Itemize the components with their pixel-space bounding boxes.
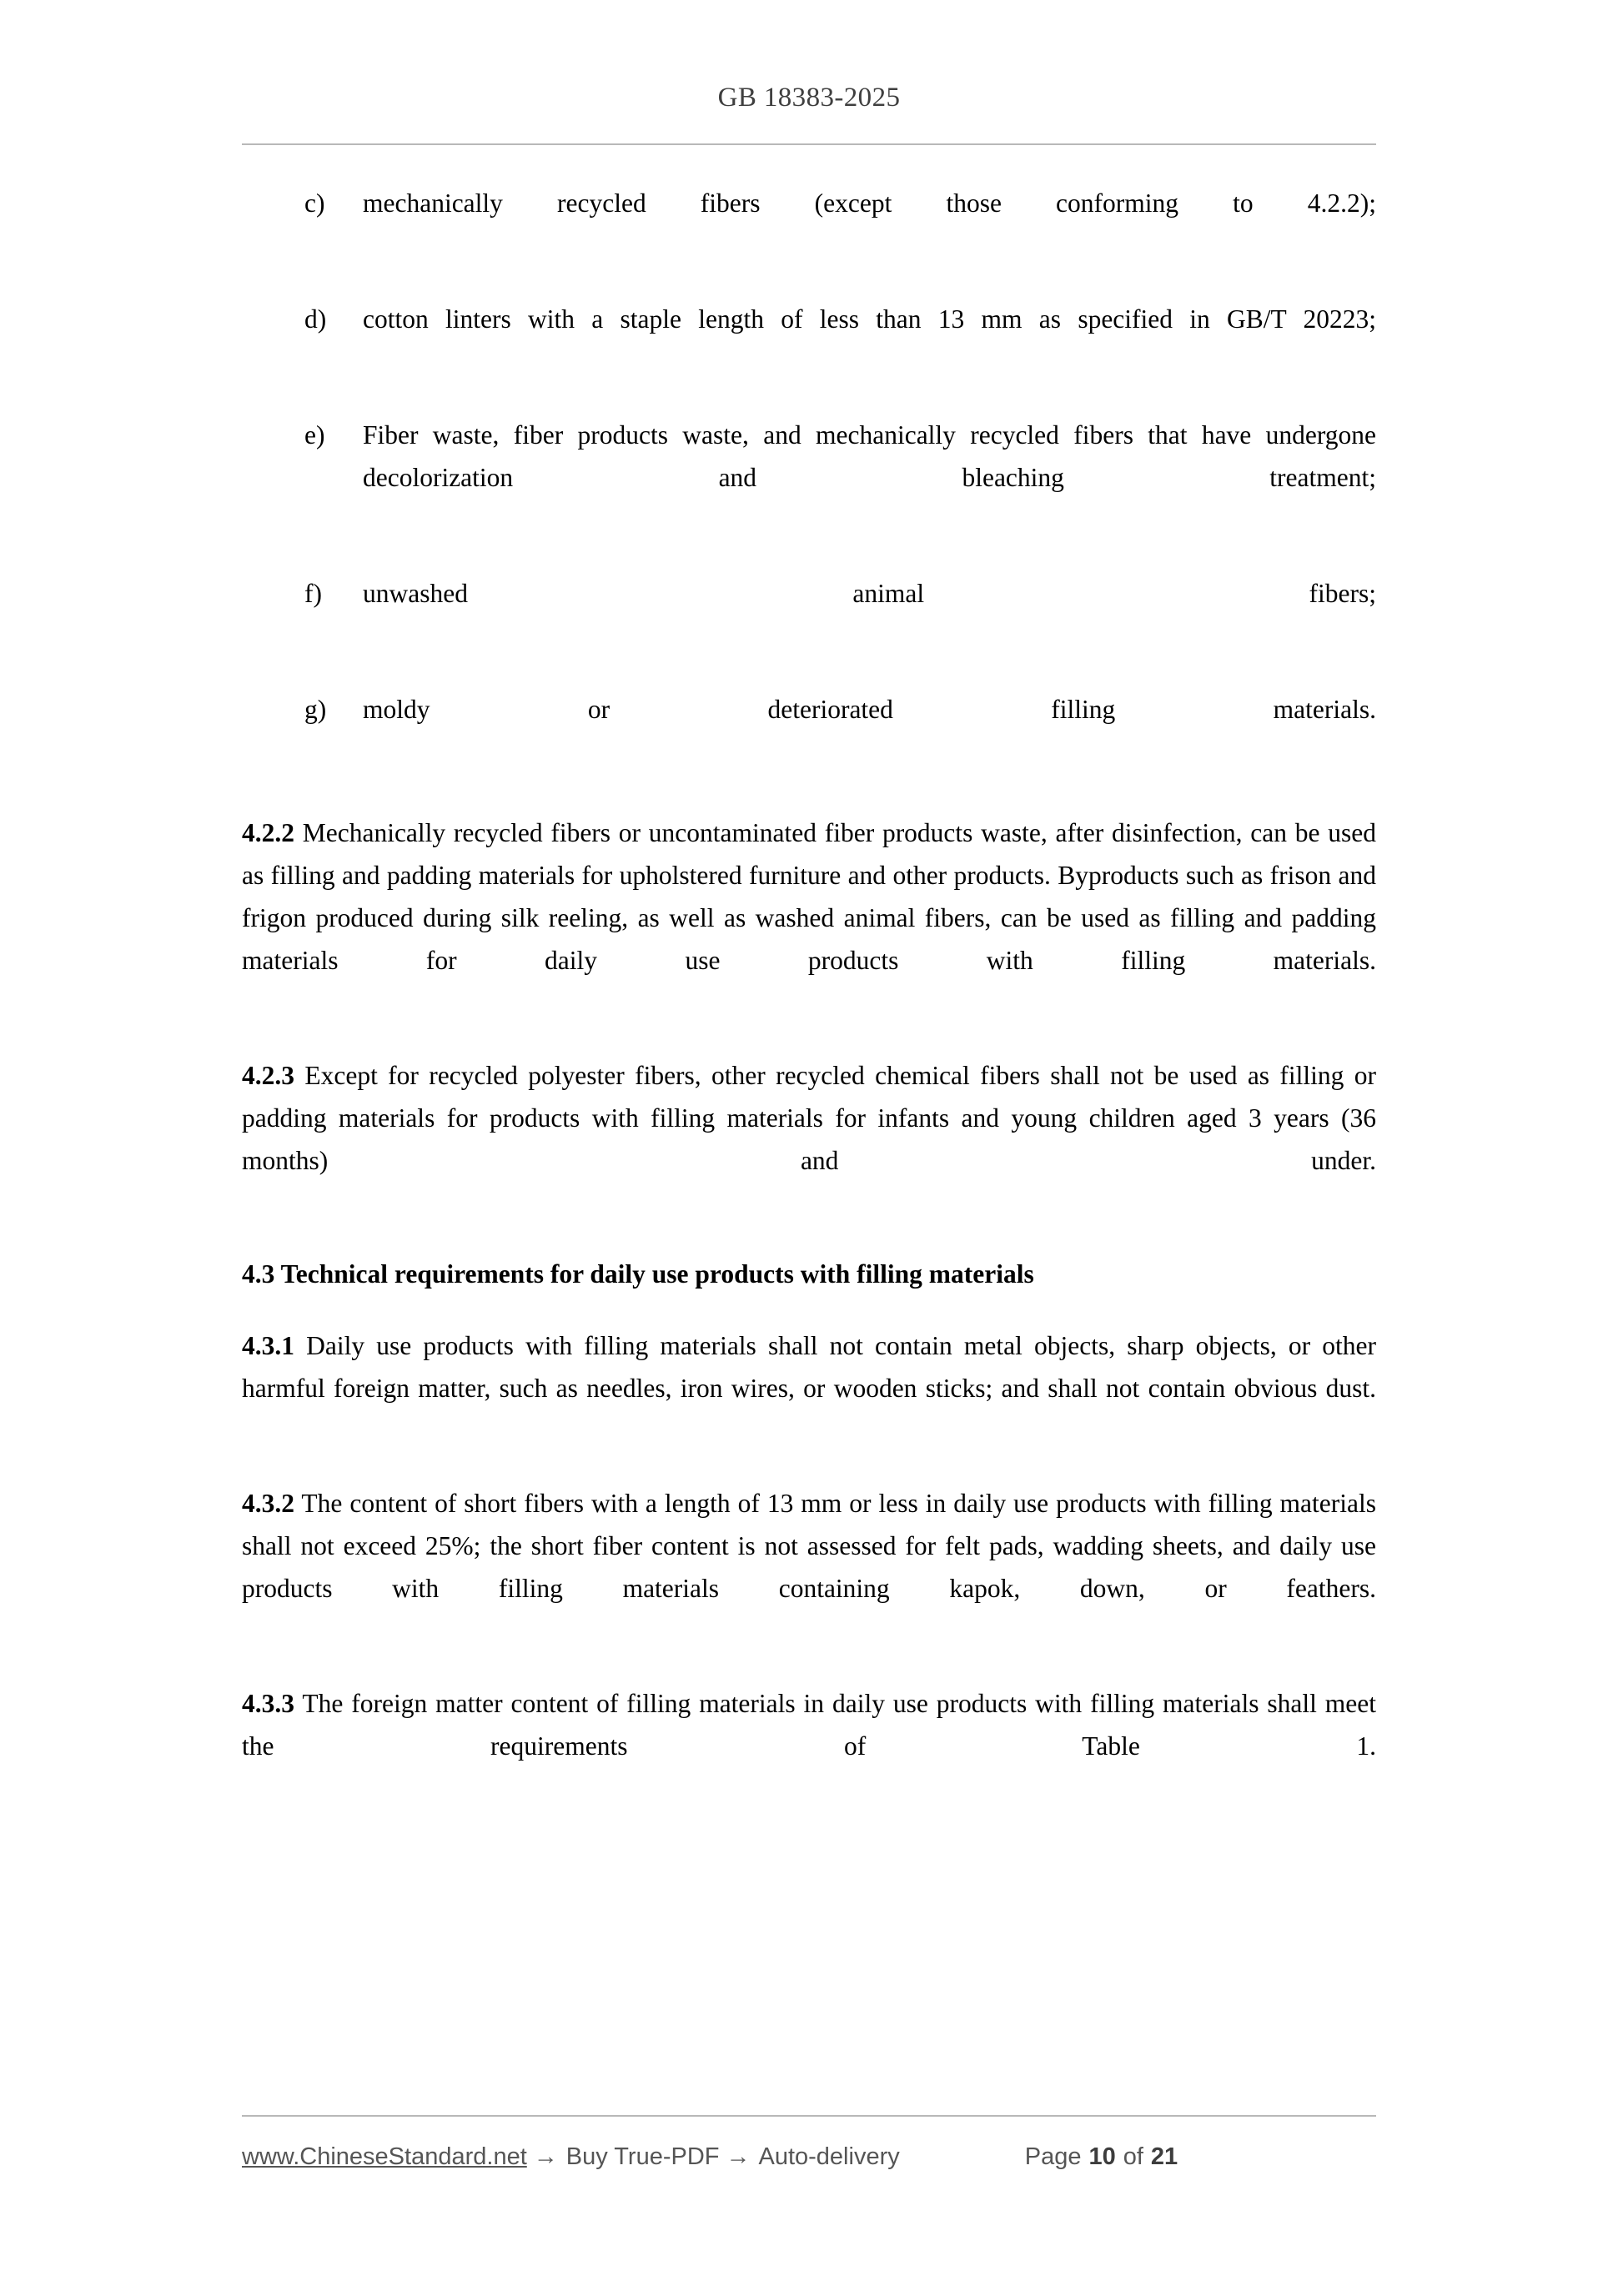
clause-text: The content of short fibers with a length of 13 mm or less in daily use products with filling materials shall not exceed 25%; the short fiber content is not assessed for felt pads, wadding sheets, and daily use products with filling materials containing kapok, down, or feathers. xyxy=(242,1488,1376,1603)
footer-divider xyxy=(242,2115,1376,2117)
footer-promo xyxy=(242,2143,900,2171)
arrow-right-icon: → xyxy=(726,2143,751,2170)
clause-4-3-3 xyxy=(242,1682,1376,1810)
list-item xyxy=(242,572,1376,657)
list-marker: d) xyxy=(304,304,327,334)
list-item xyxy=(242,182,1376,267)
list-item xyxy=(242,414,1376,541)
list-item xyxy=(242,298,1376,383)
clause-text: Daily use products with filling materials shall not contain metal objects, sharp objects, or other harmful foreign matter, such as needles, iron wires, or wooden sticks; and shall not contain obvious dust. xyxy=(242,1330,1376,1403)
list-marker: g) xyxy=(304,695,327,725)
list-marker: f) xyxy=(304,579,322,609)
clause-number: 4.2.2 xyxy=(242,818,294,848)
header-divider xyxy=(242,143,1376,145)
footer-delivery-label: Auto-delivery xyxy=(758,2143,900,2170)
footer-website-link[interactable]: www.ChineseStandard.net xyxy=(242,2143,527,2170)
clause-number: 4.3.2 xyxy=(242,1488,294,1518)
list-item-text: moldy or deteriorated filling materials. xyxy=(363,695,1376,725)
page-content xyxy=(242,182,1376,1840)
clause-text: The foreign matter content of filling materials in daily use products with filling materials shall meet the requirements of Table 1. xyxy=(242,1688,1376,1761)
clause-number: 4.2.3 xyxy=(242,1061,294,1091)
list-item xyxy=(242,688,1376,773)
arrow-right-icon: → xyxy=(533,2143,558,2170)
list-item-text: Fiber waste, fiber products waste, and mechanically recycled fibers that have undergone decolorization and bleaching treatment; xyxy=(363,420,1376,493)
page-total: 21 xyxy=(1150,2143,1178,2170)
clause-text: Except for recycled polyester fibers, other recycled chemical fibers shall not be used as filling or padding materials for products with filling materials for infants and young children aged 3 years (36 months) and under. xyxy=(242,1061,1376,1176)
list-marker: e) xyxy=(304,420,325,450)
section-heading-4-3: 4.3 Technical requirements for daily use products with filling materials xyxy=(242,1259,1034,1289)
clause-number: 4.3.1 xyxy=(242,1330,294,1360)
clause-text: Mechanically recycled fibers or uncontaminated fiber products waste, after disinfection, can be used as filling and padding materials for upholstered furniture and other products. Byproducts such as frison and frigon produced during silk reeling, as well as washed animal fibers, can be used as filling and padding materials for daily use products with filling materials. xyxy=(242,818,1376,976)
page-label: Page xyxy=(1024,2143,1082,2170)
clause-4-3-1 xyxy=(242,1324,1376,1452)
list-item-text: unwashed animal fibers; xyxy=(363,579,1376,609)
list-item-text: cotton linters with a staple length of less than 13 mm as specified in GB/T 20223; xyxy=(363,304,1376,334)
page-number: 10 xyxy=(1088,2143,1116,2170)
lettered-list xyxy=(242,182,1376,773)
document-number: GB 18383-2025 xyxy=(717,83,901,113)
page-footer xyxy=(242,2132,1376,2182)
clause-number: 4.3.3 xyxy=(242,1688,294,1718)
clause-4-2-3 xyxy=(242,1054,1376,1224)
list-item-text: mechanically recycled fibers (except those conforming to 4.2.2); xyxy=(363,188,1376,218)
list-marker: c) xyxy=(304,188,325,218)
clause-4-3-2 xyxy=(242,1482,1376,1652)
clause-4-2-2 xyxy=(242,811,1376,1024)
footer-buy-label: Buy True-PDF xyxy=(565,2143,720,2170)
page-of-label: of xyxy=(1123,2143,1143,2170)
page-indicator xyxy=(1025,2143,1178,2171)
page-header xyxy=(242,82,1376,115)
